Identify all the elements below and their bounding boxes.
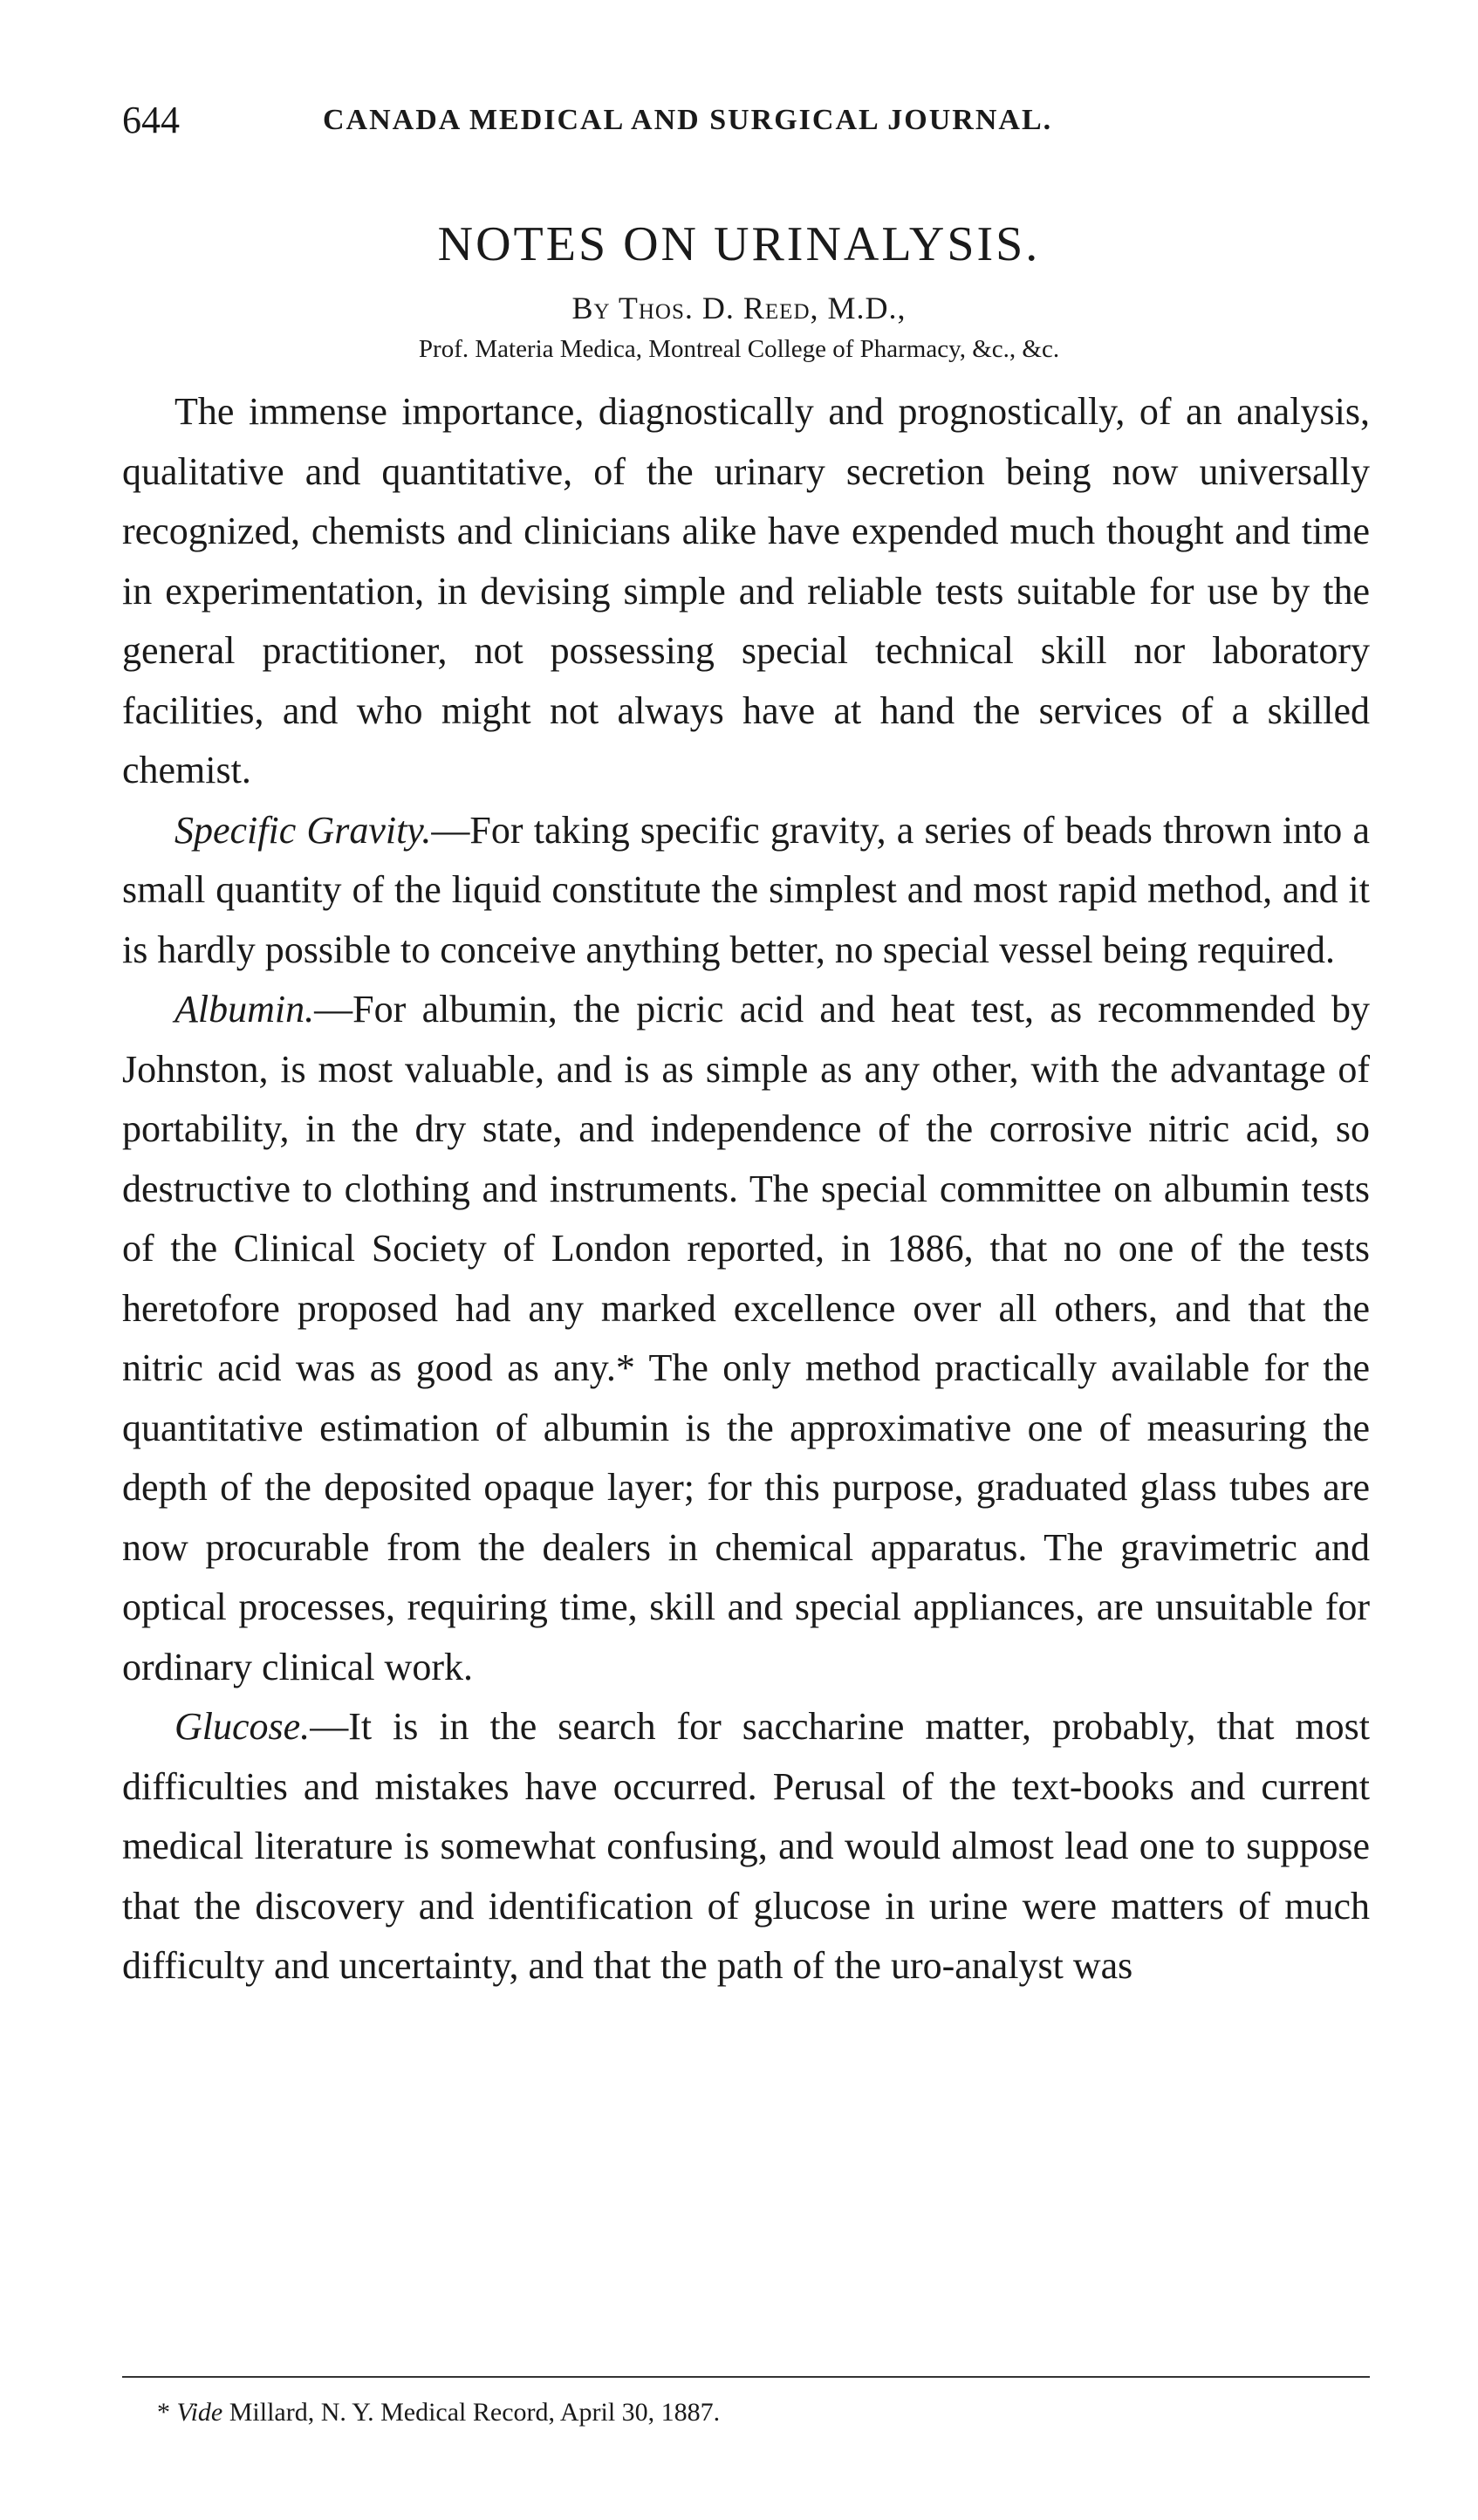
paragraph-text: —For taking specific gravity, a series of beads thrown into a small quantity of the liquid constitute the simplest and most rapid method, and it is hardly possible to conceive anything better, no special vessel being required. [122,808,1370,971]
paragraph-specific-gravity [122,801,1370,981]
author-byline: By Thos. D. Reed, M.D., [571,291,907,325]
footnote-vide: Vide [176,2398,223,2427]
running-head [122,94,1370,147]
paragraph-text: —It is in the search for saccharine matter, probably, that most difficulties and mistakes have occurred. Perusal of the text-books and current medical literature is somewhat confusing, and would almost lead one to suppose that the discovery and identification of glucose in urine were matters of much difficulty and uncertainty, and that the path of the uro-analyst was [122,1705,1370,1987]
author-affiliation: Prof. Materia Medica, Montreal College of Pharmacy, &c., &c. [418,335,1060,363]
paragraph-albumin [122,980,1370,1697]
paragraph-text: The immense importance, diagnostically and prognostically, of an analysis, qualitative and quantitative, of the urinary secretion being now universally recognized, chemists and clinicians alike have expended much thought and time in experimentation, in devising simple and reliable tests suitable for use by the general practitioner, not possessing special technical skill nor laboratory facilities, and who might not always have at hand the services of a skilled chemist. [122,390,1370,791]
footnote-divider [122,2376,1370,2378]
footnote-marker: * [157,2398,170,2427]
page-number: 644 [122,99,180,141]
footnote [157,2395,1370,2430]
journal-title: CANADA MEDICAL AND SURGICAL JOURNAL. [323,104,1053,136]
article-body [122,382,1370,1996]
footnote-text: Millard, N. Y. Medical Record, April 30, 1887. [229,2398,721,2427]
paragraph-glucose [122,1697,1370,1996]
paragraph-intro [122,382,1370,801]
paragraph-text: —For albumin, the picric acid and heat test, as recommended by Johnston, is most valuable, and is as simple as any other, with the advantage of portability, in the dry state, and independence of the corrosive nitric acid, so destructive to clothing and instruments. The special committee on albumin tests of the Clinical Society of London reported, in 1886, that no one of the tests heretofore proposed had any marked excellence over all others, and that the nitric acid was as good as any.* The only method practically available for the quantitative estimation of albumin is the approximative one of measuring the depth of the deposited opaque layer; for this purpose, graduated glass tubes are now procurable from the dealers in chemical apparatus. The gravimetric and optical processes, requiring time, skill and special appliances, are unsuitable for ordinary clinical work. [122,988,1370,1688]
article-title: NOTES ON URINALYSIS. [437,217,1041,271]
section-heading: Specific Gravity. [174,808,432,852]
section-heading: Glucose. [174,1705,311,1748]
section-heading: Albumin. [174,988,315,1031]
